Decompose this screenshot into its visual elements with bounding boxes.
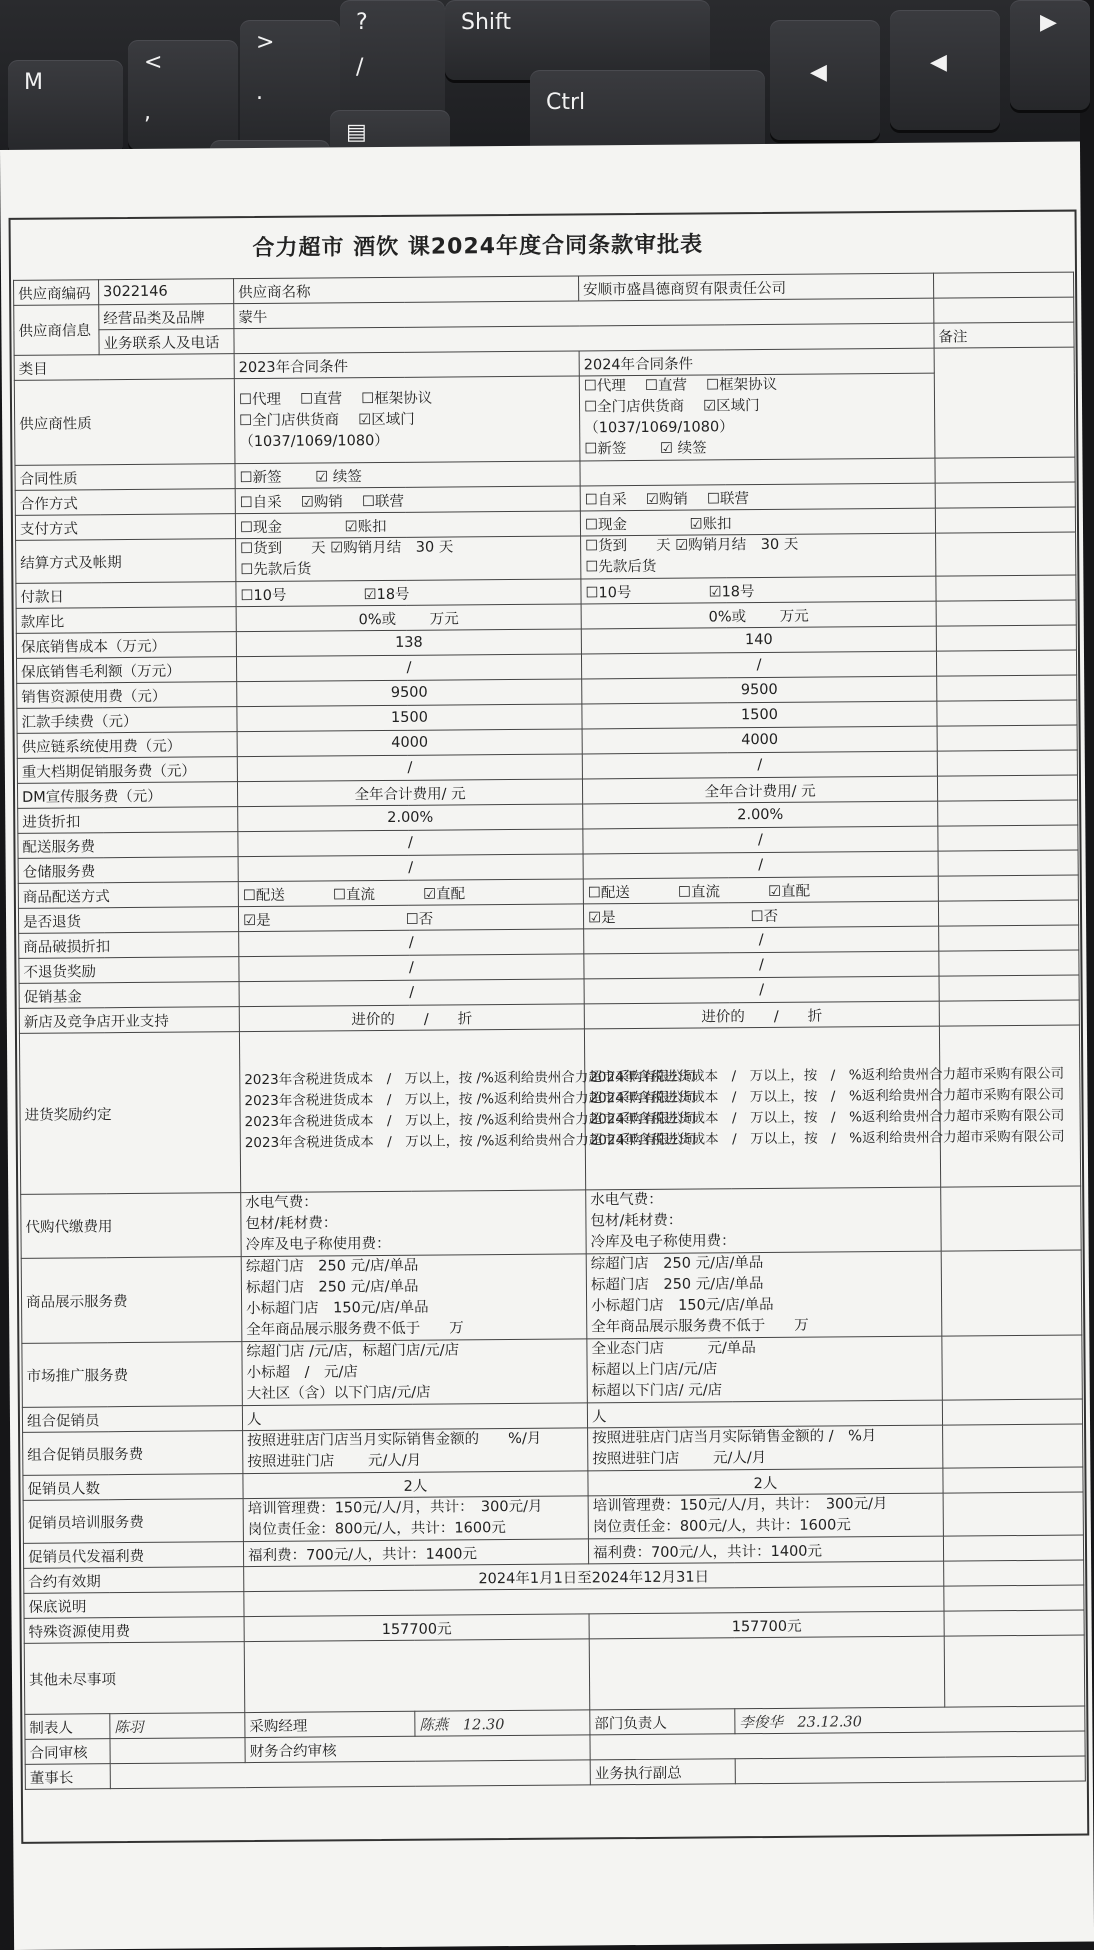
keyboard-key-slash: ? / <box>340 0 445 140</box>
remark-cell <box>937 675 1077 701</box>
label-combo-fee: 组合促销员服务费 <box>23 1431 243 1476</box>
remark-cell <box>939 925 1079 951</box>
remark-cell <box>935 482 1075 508</box>
value-noreturn-2023: / <box>239 954 584 982</box>
document-title: 合力超市 酒饮 课2024年度合同条款审批表 <box>252 232 704 262</box>
contract-nature-2024-line: ☐新签 ☑ 续签 <box>584 440 707 458</box>
label-vp: 业务执行副总 <box>590 1759 735 1785</box>
remark-cell <box>943 1467 1083 1493</box>
value-train-2024 <box>588 1493 943 1539</box>
value-welfare-2023: 福利费：700元/人，共计：1400元 <box>243 1539 588 1567</box>
value-display-2024 <box>586 1251 942 1339</box>
row-display <box>21 1250 1082 1343</box>
buyer-signature: 陈燕 12.30 <box>415 1710 590 1736</box>
value-discount-2024: 2.00% <box>583 801 938 829</box>
value-storage-2023: / <box>238 854 583 882</box>
label-promo-fund: 促销基金 <box>19 982 239 1009</box>
train-2024-line1: 培训管理费：150元/人/月，共计： 300元/月 <box>592 1496 888 1515</box>
label-display: 商品展示服务费 <box>21 1257 242 1344</box>
remark-cell <box>942 1399 1082 1425</box>
remark-cell <box>936 650 1076 676</box>
train-2024-line2: 岗位责任金：800元/人，共计：1600元 <box>592 1517 851 1536</box>
remark-cell <box>938 825 1078 851</box>
value-display-2023 <box>241 1254 587 1342</box>
value-combo-fee-2024 <box>588 1425 943 1471</box>
label-remark: 备注 <box>934 322 1074 348</box>
combo-fee-2024-line2: 按照进驻门店 元/人/月 <box>592 1450 767 1468</box>
row-agency <box>21 1186 1081 1258</box>
nature-2023-line1: ☐代理 ☐直营 ☐框架协议 <box>238 390 433 408</box>
label-delivery-mode: 商品配送方式 <box>18 882 238 909</box>
row-other <box>24 1635 1085 1714</box>
label-rebate: 进货奖励约定 <box>19 1032 240 1195</box>
finance-blank <box>590 1731 1085 1760</box>
keyboard-key-ctrl: Ctrl <box>530 70 765 180</box>
dept-signature: 李俊华 23.12.30 <box>735 1706 1085 1734</box>
value-agency-2024 <box>586 1187 941 1254</box>
nature-2023-line2: ☐全门店供货商 ☑区域门 <box>239 411 415 429</box>
value-rebate-2024 <box>584 1026 1065 1190</box>
remark-cell <box>934 347 1075 458</box>
label-scm: 供应链系统使用费（元） <box>17 732 237 759</box>
value-promo-fund-2024: / <box>584 976 939 1004</box>
nature-2024-line1: ☐代理 ☐直营 ☐框架协议 <box>583 376 778 395</box>
rebate-2023-line2: 2023年含税进货成本 / 万以上，按 /%返利给贵州合力超市采购有限公司 <box>244 1089 697 1110</box>
rebate-2024-line2: 2024年含税进货成本 / 万以上，按 / %返利给贵州合力超市采购有限公司 <box>589 1086 1065 1107</box>
row-market <box>22 1335 1082 1407</box>
value-min-margin-2023: / <box>236 654 581 682</box>
label-market: 市场推广服务费 <box>22 1342 242 1408</box>
value-ratio-2024: 0%或 万元 <box>581 601 936 629</box>
remark-cell <box>938 900 1078 926</box>
remark-cell <box>943 1535 1083 1561</box>
value-special-2023: 157700元 <box>244 1614 589 1642</box>
value-scm-2023: 4000 <box>237 729 582 757</box>
blank-cell <box>933 272 1073 298</box>
value-sales-res-2024: 9500 <box>582 676 937 704</box>
display-2024-line1: 综超门店 250 元/店/单品 <box>590 1255 764 1273</box>
value-delivery-fee-2023: / <box>238 829 583 857</box>
value-coop-2024: ☐自采 ☑购销 ☐联营 <box>580 483 935 511</box>
label-maker: 制表人 <box>25 1714 110 1740</box>
value-staff-count-2023: 2人 <box>243 1471 588 1499</box>
paper-document <box>0 142 1094 1950</box>
value-scm-2024: 4000 <box>582 726 937 754</box>
remark-cell <box>944 1560 1084 1586</box>
label-pay: 支付方式 <box>15 514 235 541</box>
header-2024: 2024年合同条件 <box>579 348 934 376</box>
review-blank <box>110 1738 245 1764</box>
label-payday: 付款日 <box>16 582 236 609</box>
remark-cell <box>938 875 1078 901</box>
label-coop: 合作方式 <box>15 489 235 516</box>
value-nature-2024 <box>579 373 935 461</box>
label-train: 促销员培训服务费 <box>23 1499 243 1544</box>
remark-cell <box>938 800 1078 826</box>
label-supplier-code: 供应商编码 <box>14 280 99 306</box>
display-2023-line2: 标超门店 250 元/店/单品 <box>245 1278 419 1297</box>
blank-cell <box>934 297 1074 323</box>
value-other-2024 <box>589 1636 945 1710</box>
market-2023-line3: 大社区（含）以下门店/元/店 <box>246 1384 431 1403</box>
chair-blank <box>110 1760 590 1789</box>
remark-cell <box>936 575 1076 601</box>
value-market-2023 <box>242 1339 587 1406</box>
label-settle: 结算方式及帐期 <box>16 539 236 584</box>
vp-blank <box>735 1756 1085 1784</box>
keyboard-key-period: > . <box>240 20 340 150</box>
value-ratio-2023: 0%或 万元 <box>236 604 581 632</box>
display-2023-line1: 综超门店 250 元/店/单品 <box>245 1257 419 1276</box>
value-supplier-code: 3022146 <box>99 279 234 305</box>
combo-fee-2023-line2: 按照进驻门店 元/人/月 <box>247 1452 422 1471</box>
label-combo: 组合促销员 <box>22 1406 242 1433</box>
remark-cell <box>944 1635 1085 1707</box>
nature-2023-line3: （1037/1069/1080） <box>239 432 389 450</box>
train-2023-line1: 培训管理费：150元/人/月，共计： 300元/月 <box>247 1498 543 1518</box>
label-dept: 部门负责人 <box>590 1709 735 1735</box>
label-valid: 合约有效期 <box>24 1567 244 1594</box>
value-special-2024: 157700元 <box>589 1611 944 1639</box>
value-payday-2024: ☐10号 ☑18号 <box>581 576 936 604</box>
remark-cell <box>942 1335 1082 1400</box>
label-contact: 业务联系人及电话 <box>99 329 234 355</box>
agency-2024-water: 水电气费： <box>590 1191 663 1209</box>
value-delivery-fee-2024: / <box>583 826 938 854</box>
value-other-2023 <box>244 1639 590 1713</box>
remark-cell <box>939 975 1079 1001</box>
nature-2024-line3: （1037/1069/1080） <box>584 419 734 437</box>
value-agency-2023 <box>241 1190 586 1257</box>
label-other: 其他未尽事项 <box>24 1642 245 1715</box>
label-special: 特殊资源使用费 <box>24 1617 244 1644</box>
value-supplier-name: 安顺市盛昌德商贸有限责任公司 <box>579 273 934 301</box>
agency-2023-water: 水电气费： <box>245 1194 318 1212</box>
settle-2024-line2: ☐先款后货 <box>585 558 657 576</box>
value-noreturn-2024: / <box>584 951 939 979</box>
value-rebate-2023 <box>239 1029 697 1193</box>
value-remit-2024: 1500 <box>582 701 937 729</box>
rebate-2024-line1: 2024年含税进货成本 / 万以上，按 / %返利给贵州合力超市采购有限公司 <box>589 1065 1065 1086</box>
label-noreturn: 不退货奖励 <box>19 957 239 984</box>
maker-signature: 陈羽 <box>110 1713 245 1739</box>
value-min-margin-2024: / <box>581 651 936 679</box>
value-settle-2023 <box>236 536 581 582</box>
agency-2024-material: 包材/耗材费： <box>590 1212 683 1230</box>
value-payday-2023: ☐10号 ☑18号 <box>236 579 581 607</box>
value-combo-2023: 人 <box>242 1403 587 1431</box>
value-return-2023: ☑是 ☐否 <box>238 904 583 932</box>
label-supplier-nature: 供应商性质 <box>14 379 235 466</box>
value-sales-res-2023: 9500 <box>237 679 582 707</box>
label-remit: 汇款手续费（元） <box>17 707 237 734</box>
value-valid: 2024年1月1日至2024年12月31日 <box>244 1561 944 1591</box>
value-dm-2023: 全年合计费用/ 元 <box>237 779 582 807</box>
value-dm-2024: 全年合计费用/ 元 <box>582 776 937 804</box>
remark-cell <box>937 700 1077 726</box>
market-2024-line1: 全业态门店 元/单品 <box>591 1340 756 1358</box>
remark-cell <box>936 625 1076 651</box>
label-agency: 代购代缴费用 <box>21 1193 241 1259</box>
label-newstore: 新店及竞争店开业支持 <box>19 1007 239 1034</box>
label-finance: 财务合约审核 <box>245 1735 590 1763</box>
market-2023-line1: 综超门店 /元/店，标超门店/元/店 <box>246 1342 460 1361</box>
label-staff-count: 促销员人数 <box>23 1474 243 1501</box>
label-discount: 进货折扣 <box>18 807 238 834</box>
label-delivery-fee: 配送服务费 <box>18 832 238 859</box>
keyboard-key-right-arrow: ▶ <box>1010 0 1090 110</box>
row-supplier-nature <box>14 372 1075 465</box>
remark-cell <box>938 850 1078 876</box>
value-promo-2024: / <box>582 751 937 779</box>
keyboard-key-shift: Shift <box>445 0 710 80</box>
display-2023-line3: 小标超门店 150元/店/单品 <box>246 1299 429 1318</box>
settle-2023-line2: ☐先款后货 <box>240 561 312 579</box>
remark-cell <box>935 457 1075 483</box>
value-welfare-2024: 福利费：700元/人，共计：1400元 <box>588 1536 943 1564</box>
value-contract-nature-2024-blank <box>580 458 935 486</box>
keyboard-key-comma: < , <box>128 40 238 150</box>
remark-cell <box>937 775 1077 801</box>
agency-2023-material: 包材/耗材费： <box>245 1215 338 1233</box>
label-supplier-name: 供应商名称 <box>234 276 579 304</box>
value-promo-fund-2023: / <box>239 979 584 1007</box>
value-discount-2023: 2.00% <box>238 804 583 832</box>
value-staff-count-2024: 2人 <box>588 1468 943 1496</box>
label-category-brand: 经营品类及品牌 <box>99 304 234 330</box>
label-min-cost: 保底销售成本（万元） <box>16 632 236 659</box>
remark-cell <box>941 1186 1081 1251</box>
value-promo-2023: / <box>237 754 582 782</box>
remark-cell <box>937 750 1077 776</box>
combo-fee-2024-line1: 按照进驻店门店当月实际销售金额的 / %月 <box>592 1428 877 1447</box>
remark-cell <box>943 1492 1083 1536</box>
value-delivery-mode-2023: ☐配送 ☐直流 ☑直配 <box>238 879 583 907</box>
remark-cell <box>939 1000 1079 1026</box>
value-pay-2023: ☐现金 ☑账扣 <box>235 511 580 539</box>
nature-2024-line2: ☐全门店供货商 ☑区域门 <box>583 398 760 416</box>
market-2023-line2: 小标超 / 元/店 <box>246 1364 358 1382</box>
header-2023: 2023年合同条件 <box>234 351 579 379</box>
remark-cell <box>943 1424 1083 1468</box>
rebate-2023-line3: 2023年含税进货成本 / 万以上，按 /%返利给贵州合力超市采购有限公司 <box>244 1110 697 1131</box>
rebate-2023-line4: 2023年含税进货成本 / 万以上，按 /%返利给贵州合力超市采购有限公司 <box>244 1131 697 1152</box>
value-remit-2023: 1500 <box>237 704 582 732</box>
value-category-brand: 蒙牛 <box>234 298 934 328</box>
agency-2024-cold: 冷库及电子称使用费： <box>590 1233 736 1251</box>
label-contract-nature: 合同性质 <box>15 464 235 491</box>
value-storage-2024: / <box>583 851 938 879</box>
rebate-2023-line1: 2023年含税进货成本 / 万以上，按 /%返利给贵州合力超市采购有限公司 <box>244 1068 697 1089</box>
display-2024-line3: 小标超门店 150元/店/单品 <box>591 1296 774 1315</box>
value-damage-2023: / <box>239 929 584 957</box>
value-min-cost-2024: 140 <box>581 626 936 654</box>
market-2024-line3: 标超以下门店/ 元/店 <box>591 1382 723 1400</box>
value-newstore-2024: 进价的 / 折 <box>584 1001 939 1029</box>
value-nature-2023 <box>234 376 580 464</box>
value-coop-2023: ☐自采 ☑购销 ☐联营 <box>235 486 580 514</box>
value-train-2023 <box>243 1496 588 1542</box>
label-storage: 仓储服务费 <box>18 857 238 884</box>
label-damage: 商品破损折扣 <box>19 932 239 959</box>
label-review: 合同审核 <box>25 1739 110 1765</box>
label-buyer: 采购经理 <box>245 1711 415 1737</box>
combo-fee-2023-line1: 按照进驻店门店当月实际销售金额的 %/月 <box>247 1430 542 1450</box>
remark-cell <box>936 600 1076 626</box>
remark-cell <box>936 532 1076 576</box>
remark-cell <box>944 1585 1084 1611</box>
value-damage-2024: / <box>584 926 939 954</box>
value-contract-nature-2023: ☐新签 ☑ 续签 <box>235 461 580 489</box>
remark-cell <box>944 1610 1084 1636</box>
rebate-2024-line4: 2024年含税进货成本 / 万以上，按 / %返利给贵州合力超市采购有限公司 <box>589 1128 1065 1149</box>
value-settle-2024 <box>581 533 936 579</box>
value-combo-2024: 人 <box>587 1400 942 1428</box>
value-pay-2024: ☐现金 ☑账扣 <box>580 508 935 536</box>
keyboard-key-left-arrow: ◀ <box>770 20 880 140</box>
label-category: 类目 <box>14 354 234 381</box>
value-market-2024 <box>587 1336 942 1403</box>
row-rebate <box>19 1025 1080 1194</box>
agency-2023-cold: 冷库及电子称使用费： <box>245 1235 391 1254</box>
display-2023-line4: 全年商品展示服务费不低于 万 <box>246 1320 464 1339</box>
label-min-margin: 保底销售毛利额（万元） <box>16 657 236 684</box>
display-2024-line2: 标超门店 250 元/店/单品 <box>590 1276 764 1294</box>
label-promo: 重大档期促销服务费（元） <box>17 757 237 784</box>
label-return: 是否退货 <box>18 907 238 934</box>
display-2024-line4: 全年商品展示服务费不低于 万 <box>591 1317 809 1336</box>
market-2024-line2: 标超以上门店/元/店 <box>591 1361 718 1379</box>
value-combo-fee-2023 <box>243 1428 588 1474</box>
label-ratio: 款库比 <box>16 607 236 634</box>
value-delivery-mode-2024: ☐配送 ☐直流 ☑直配 <box>583 876 938 904</box>
value-newstore-2023: 进价的 / 折 <box>239 1004 584 1032</box>
keyboard-key-m: M <box>8 60 123 155</box>
settle-2024-line1: ☐货到 天 ☑购销月结 30 天 <box>585 536 799 555</box>
label-dm: DM宣传服务费（元） <box>17 782 237 809</box>
keyboard-key-left-arrow-2: ◀ <box>890 10 1000 130</box>
remark-cell <box>937 725 1077 751</box>
label-chair: 董事长 <box>25 1764 110 1790</box>
remark-cell <box>939 1025 1080 1187</box>
remark-cell <box>939 950 1079 976</box>
remark-cell <box>935 507 1075 533</box>
approval-form-table <box>13 272 1086 1790</box>
value-return-2024: ☑是 ☐否 <box>583 901 938 929</box>
label-supplier-info: 供应商信息 <box>14 305 99 356</box>
label-guarantee: 保底说明 <box>24 1592 244 1619</box>
remark-cell <box>941 1250 1082 1336</box>
value-min-cost-2023: 138 <box>236 629 581 657</box>
settle-2023-line1: ☐货到 天 ☑购销月结 30 天 <box>240 539 454 558</box>
label-sales-res: 销售资源使用费（元） <box>17 682 237 709</box>
keyboard-key-menu: ▤ <box>330 110 450 190</box>
label-welfare: 促销员代发福利费 <box>23 1542 243 1569</box>
train-2023-line2: 岗位责任金：800元/人，共计：1600元 <box>247 1520 506 1539</box>
rebate-2024-line3: 2024年含税进货成本 / 万以上，按 / %返利给贵州合力超市采购有限公司 <box>589 1107 1065 1128</box>
